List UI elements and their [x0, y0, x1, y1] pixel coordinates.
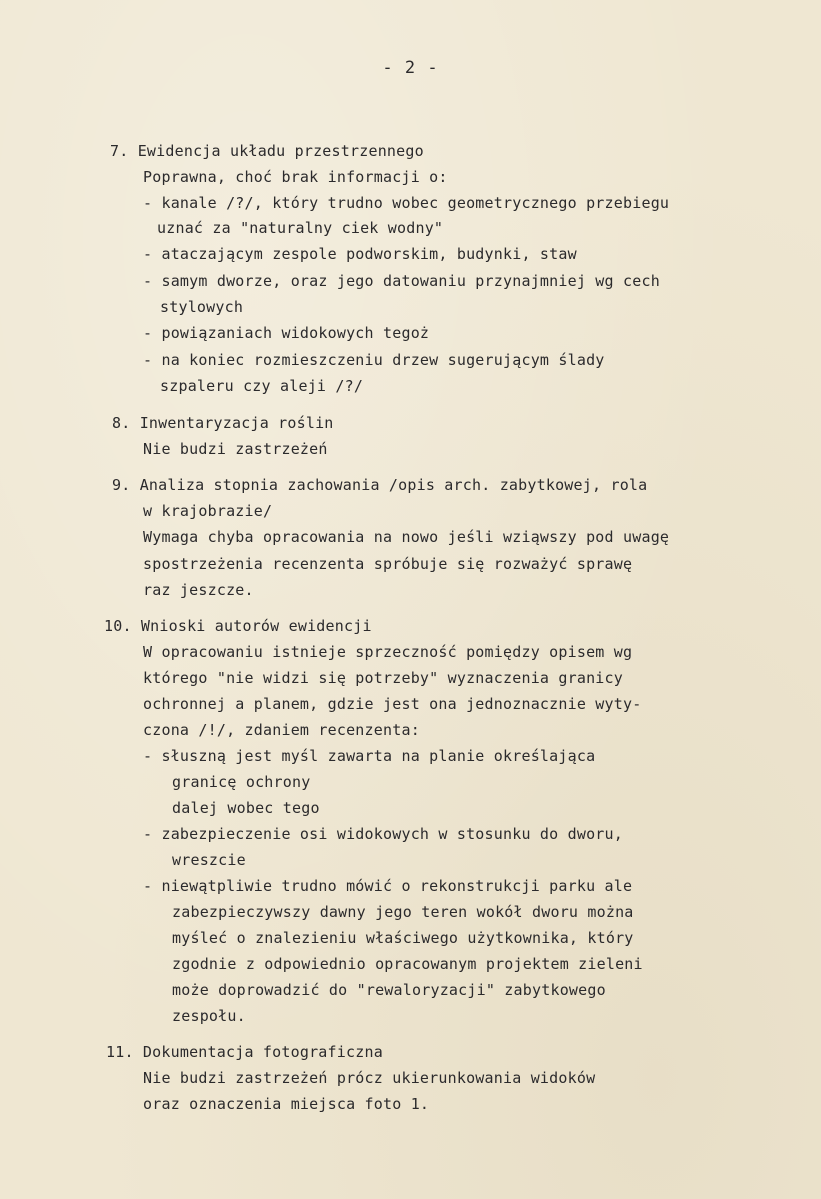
section-7-line: stylowych [160, 298, 244, 316]
section-9-heading: 9. Analiza stopnia zachowania /opis arch. zabytkowej, rola [112, 476, 648, 494]
section-10-heading: 10. Wnioski autorów ewidencji [104, 617, 372, 635]
page-number: - 2 - [382, 58, 439, 78]
section-8-line: Nie budzi zastrzeżeń [143, 440, 328, 458]
section-7-line: Poprawna, choć brak informacji o: [143, 168, 448, 186]
section-7-line: szpaleru czy aleji /?/ [160, 377, 364, 395]
section-7-line: - samym dworze, oraz jego datowaniu przynajmniej wg cech [143, 272, 660, 290]
section-7-line: uznać za "naturalny ciek wodny" [157, 219, 444, 237]
section-10-line: dalej wobec tego [172, 799, 320, 817]
section-10-line: myśleć o znalezieniu właściwego użytkownika, który [172, 929, 634, 947]
section-10-line: wreszcie [172, 851, 246, 869]
section-10-line: czona /!/, zdaniem recenzenta: [143, 721, 420, 739]
section-10-line: może doprowadzić do "rewaloryzacji" zabytkowego [172, 981, 606, 999]
section-11-line: Nie budzi zastrzeżeń prócz ukierunkowania widoków [143, 1069, 596, 1087]
section-7-line: - kanale /?/, który trudno wobec geometrycznego przebiegu [143, 194, 670, 212]
section-9-line: Wymaga chyba opracowania na nowo jeśli wziąwszy pod uwagę [143, 528, 670, 546]
section-10-line: granicę ochrony [172, 773, 311, 791]
section-11-line: oraz oznaczenia miejsca foto 1. [143, 1095, 430, 1113]
section-9-line: spostrzeżenia recenzenta spróbuje się rozważyć sprawę [143, 555, 633, 573]
section-9-line: raz jeszcze. [143, 581, 254, 599]
section-10-line: zabezpieczywszy dawny jego teren wokół dworu można [172, 903, 634, 921]
section-10-line: zespołu. [172, 1007, 246, 1025]
section-8-heading: 8. Inwentaryzacja roślin [112, 414, 334, 432]
section-10-line: W opracowaniu istnieje sprzeczność pomiędzy opisem wg [143, 643, 633, 661]
section-10-line: zgodnie z odpowiednio opracowanym projektem zieleni [172, 955, 643, 973]
section-7-line: - powiązaniach widokowych tegoż [143, 324, 430, 342]
section-7-line: - na koniec rozmieszczeniu drzew sugerującym ślady [143, 351, 605, 369]
section-10-line: - zabezpieczenie osi widokowych w stosunku do dworu, [143, 825, 623, 843]
section-10-line: ochronnej a planem, gdzie jest ona jednoznacznie wyty- [143, 695, 642, 713]
section-10-line: - niewątpliwie trudno mówić o rekonstrukcji parku ale [143, 877, 633, 895]
section-10-line: - słuszną jest myśl zawarta na planie określająca [143, 747, 596, 765]
section-9-line: w krajobrazie/ [143, 502, 273, 520]
section-7-heading: 7. Ewidencja układu przestrzennego [110, 142, 424, 160]
section-10-line: którego "nie widzi się potrzeby" wyznaczenia granicy [143, 669, 623, 687]
section-11-heading: 11. Dokumentacja fotograficzna [106, 1043, 383, 1061]
section-7-line: - ataczającym zespole podworskim, budynki, staw [143, 245, 577, 263]
